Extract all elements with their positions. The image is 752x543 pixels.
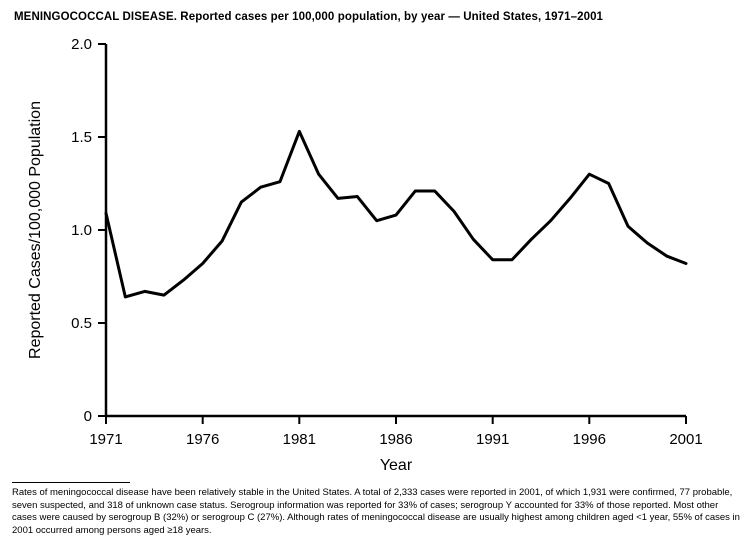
y-axis-ticks <box>71 36 106 425</box>
y-tick-label: 1.5 <box>71 129 92 146</box>
x-tick-label: 1971 <box>89 431 123 448</box>
x-tick-label: 1976 <box>186 431 220 448</box>
page-title: MENINGOCOCCAL DISEASE. Reported cases per 100,000 population, by year — United States, 1971–2001 <box>14 11 604 23</box>
x-tick-label: 1981 <box>282 431 316 448</box>
x-tick-label: 2001 <box>669 431 703 448</box>
chart-plot-area <box>14 30 738 474</box>
y-tick-label: 2.0 <box>71 36 92 53</box>
footnote-divider <box>12 482 130 483</box>
y-tick-label: 0.5 <box>71 315 92 332</box>
y-tick-label: 0 <box>83 408 92 425</box>
line-chart-svg <box>14 30 738 474</box>
y-axis-title: Reported Cases/100,000 Population <box>27 101 44 359</box>
footnote-block <box>12 482 742 537</box>
x-tick-label: 1991 <box>476 431 510 448</box>
y-tick-label: 1.0 <box>71 222 92 239</box>
x-tick-label: 1986 <box>379 431 413 448</box>
x-axis-ticks <box>89 416 702 448</box>
footnote-text: Rates of meningococcal disease have been relatively stable in the United States. A total of 2,333 cases were reported in 2001, of which 1,931 were confirmed, 77 probable, seven suspected, and 318 of unknown case status. Serogroup information was reported for 33% of cases; serogroup Y accounted for 33% of those reported. Most other cases were caused by serogroup B (32%) or serogroup C (27%). Although rates of meningococcal disease are usually highest among children aged <1 year, 55% of cases in 2001 occurred among persons aged ≥18 years. <box>12 487 740 536</box>
x-tick-label: 1996 <box>572 431 606 448</box>
data-series-line <box>106 131 686 297</box>
x-axis-title: Year <box>379 457 413 474</box>
